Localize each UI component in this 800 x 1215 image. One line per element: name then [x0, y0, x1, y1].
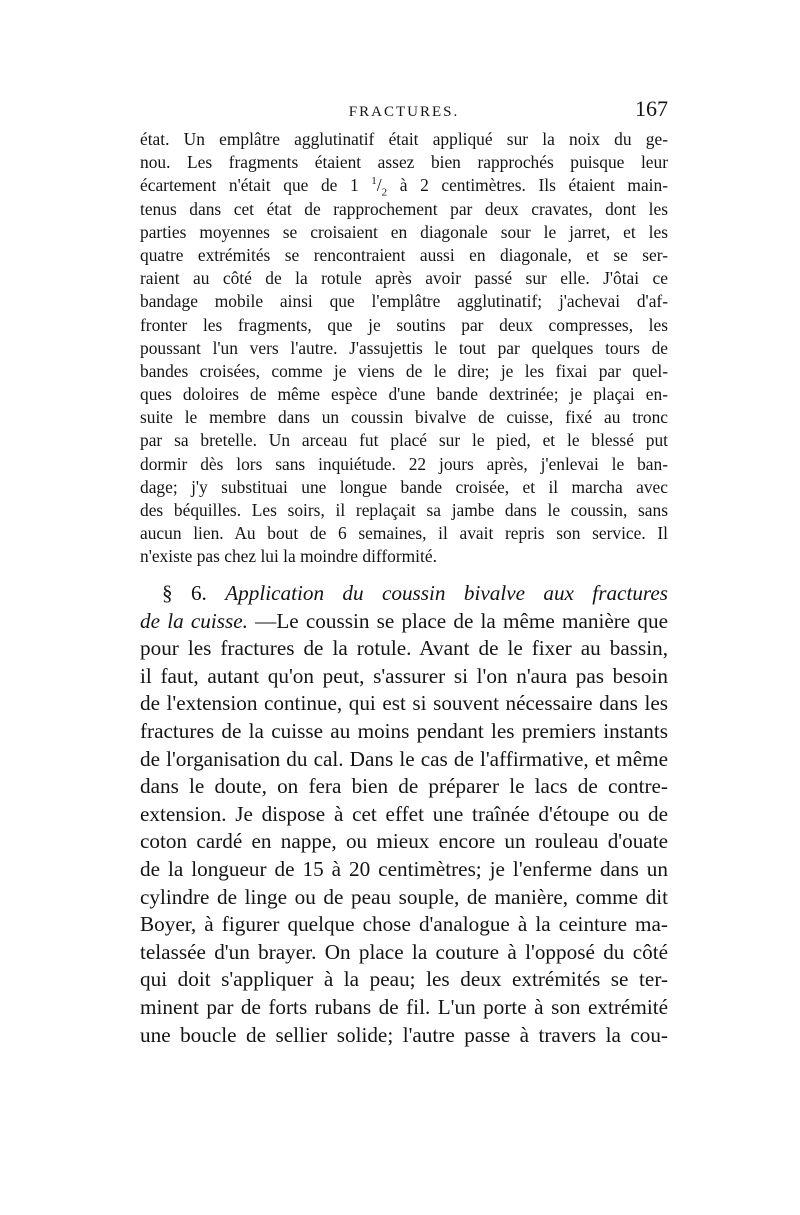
text-line: ques doloires de même espèce d'une bande dextrinée; je plaçai en-: [140, 384, 668, 405]
text-line: bandes croisées, comme je viens de le dire; je les fixai par quel-: [140, 360, 668, 381]
text-line: parties moyennes se croisaient en diagonale sour le jarret, et les: [140, 221, 668, 242]
text-line: suite le membre dans un coussin bivalve de cuisse, fixé au tronc: [140, 407, 668, 428]
text-line: quatre extrémités se rencontraient aussi en diagonale, et se ser-: [140, 244, 668, 265]
text-line: une boucle de sellier solide; l'autre passe à travers la cou-: [140, 1022, 668, 1047]
text-fragment: —Le coussin se place de la même manière que: [255, 608, 668, 633]
text-line: de la longueur de 15 à 20 centimètres; je l'enferme dans un: [140, 856, 668, 881]
page-header: [140, 96, 668, 126]
text-line: pour les fractures de la rotule. Avant de le fixer au bassin,: [140, 636, 668, 661]
text-line: qui doit s'appliquer à la peau; les deux extrémités se ter-: [140, 967, 668, 992]
text-line: cylindre de linge ou de peau souple, de manière, comme dit: [140, 884, 668, 909]
section-title: Application du coussin bivalve aux fractures: [225, 581, 668, 605]
text-line: état. Un emplâtre agglutinatif était appliqué sur la noix du ge-: [140, 129, 668, 149]
text-line: dans le doute, on fera bien de préparer le lacs de contre-: [140, 774, 668, 799]
text-line: de l'extension continue, qui est si souvent nécessaire dans les: [140, 691, 668, 716]
text-line: par sa bretelle. Un arceau fut placé sur le pied, et le blessé put: [140, 430, 668, 451]
text-line: il faut, autant qu'on peut, s'assurer si l'on n'aura pas besoin: [140, 663, 668, 688]
fraction-numerator: 1: [371, 175, 377, 188]
text-line: des béquilles. Les soirs, il replaçait sa jambe dans le coussin, sans: [140, 500, 668, 520]
text-line: aucun lien. Au bout de 6 semaines, il avait repris son service. Il: [140, 523, 668, 544]
text-line: raient au côté de la rotule après avoir passé sur elle. J'ôtai ce: [140, 268, 668, 289]
page-number: 167: [635, 96, 668, 121]
text-line: de l'organisation du cal. Dans le cas de l'affirmative, et même: [140, 746, 668, 771]
text-line: Boyer, à figurer quelque chose d'analogue à la ceinture ma-: [140, 912, 668, 937]
text-line: n'existe pas chez lui la moindre difformité.: [140, 546, 437, 567]
section-title-end: de la cuisse.: [140, 608, 248, 633]
section-number: § 6.: [162, 581, 207, 605]
text-line: fronter les fragments, que je soutins par deux compresses, les: [140, 314, 668, 335]
text-line: telassée d'un brayer. On place la couture à l'opposé du côté: [140, 939, 668, 964]
text-line: minent par de forts rubans de fil. L'un porte à son extrémité: [140, 994, 668, 1019]
text-fragment: à 2 centimètres. Ils étaient main-: [387, 175, 668, 196]
text-line: extension. Je dispose à cet effet une traînée d'étoupe ou de: [140, 801, 668, 826]
text-line: fractures de la cuisse au moins pendant les premiers instants: [140, 718, 668, 743]
paragraph-case-report: [140, 128, 668, 569]
text-line-fraction: [140, 174, 668, 197]
text-line: dormir dès lors sans inquiétude. 22 jours après, j'enlevai le ban-: [140, 453, 668, 474]
paragraph-section-6: [140, 580, 668, 1049]
running-title: FRACTURES.: [348, 104, 460, 120]
text-line: poussant l'un vers l'autre. J'assujettis le tout par quelques tours de: [140, 337, 668, 358]
text-fragment: écartement n'était que de 1: [140, 175, 372, 196]
section-heading-line: [140, 580, 668, 608]
fraction-denominator: 2: [381, 186, 388, 198]
fraction-slash: /: [376, 175, 382, 196]
text-line: nou. Les fragments étaient assez bien rapprochés puisque leur: [140, 152, 668, 173]
section-heading-line: [140, 608, 668, 636]
text-line: coton cardé en nappe, ou mieux encore un rouleau d'ouate: [140, 829, 668, 854]
text-line: dage; j'y substituai une longue bande croisée, et il marcha avec: [140, 476, 668, 497]
text-line: tenus dans cet état de rapprochement par deux cravates, dont les: [140, 198, 668, 219]
text-line: bandage mobile ainsi que l'emplâtre agglutinatif; j'achevai d'af-: [140, 291, 668, 312]
